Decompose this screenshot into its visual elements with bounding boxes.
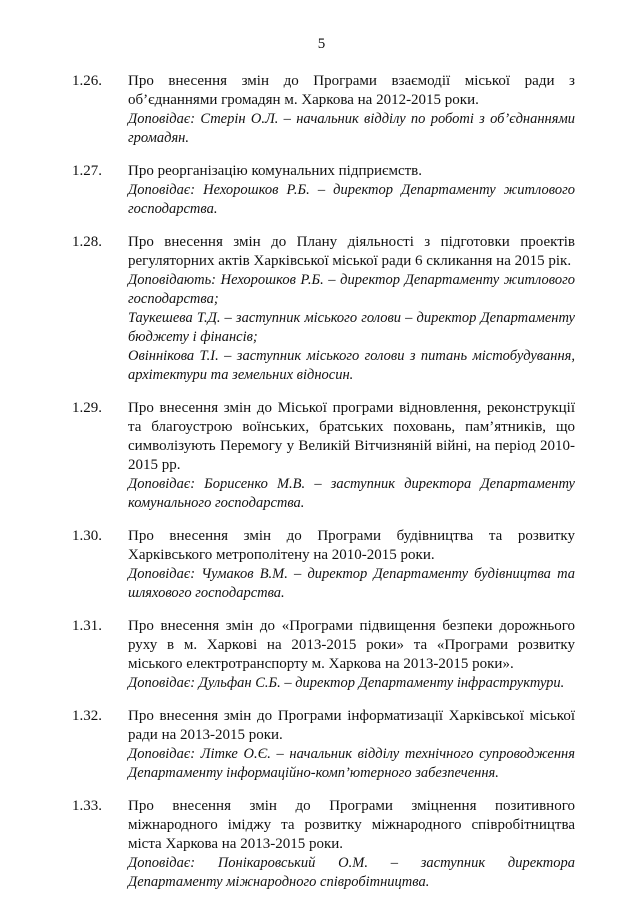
item-number: 1.32. bbox=[72, 708, 102, 724]
agenda-item bbox=[72, 72, 575, 148]
item-speaker: Таукешева Т.Д. – заступник міського голови – директор Департаменту бюджету і фінансів; bbox=[128, 310, 575, 345]
item-speaker: Доповідає: Дульфан С.Б. – директор Департаменту інфраструктури. bbox=[128, 675, 565, 691]
item-speaker: Овіннікова Т.І. – заступник міського голови з питань містобудування, архітектури та земельних відносин. bbox=[128, 348, 575, 383]
item-title: Про внесення змін до Програми будівництва та розвитку Харківського метрополітену на 2010-2015 роки. bbox=[128, 528, 575, 563]
item-speaker: Доповідає: Понікаровський О.М. – заступник директора Департаменту міжнародного співробітництва. bbox=[128, 855, 575, 890]
item-number: 1.30. bbox=[72, 528, 102, 544]
item-title: Про внесення змін до Плану діяльності з підготовки проектів регуляторних актів Харківської міської ради 6 скликання на 2015 рік. bbox=[128, 234, 575, 269]
page-number: 5 bbox=[317, 36, 326, 52]
item-title: Про внесення змін до Програми інформатизації Харківської міської ради на 2013-2015 роки. bbox=[128, 708, 575, 743]
agenda-list bbox=[72, 72, 575, 906]
agenda-item bbox=[72, 617, 575, 693]
agenda-item bbox=[72, 233, 575, 385]
item-number: 1.29. bbox=[72, 400, 102, 416]
item-title: Про внесення змін до «Програми підвищення безпеки дорожнього руху в м. Харкові на 2013-2015 роки» та «Програми розвитку міського електротранспорту м. Харкова на 2013-2015 роки». bbox=[128, 618, 575, 672]
agenda-item bbox=[72, 399, 575, 513]
item-speaker: Доповідає: Борисенко М.В. – заступник директора Департаменту комунального господарства. bbox=[128, 476, 575, 511]
item-title: Про внесення змін до Міської програми відновлення, реконструкції та благоустрою воїнських, братських поховань, пам’ятників, що символізують Перемогу у Великій Вітчизняній війні, на період 2010-2015 рр. bbox=[128, 400, 575, 473]
agenda-item bbox=[72, 707, 575, 783]
item-title: Про внесення змін до Програми зміцнення позитивного міжнародного іміджу та розвитку міжнародного співробітництва міста Харкова на 2013-2015 роки. bbox=[128, 798, 575, 852]
item-speaker: Доповідає: Літке О.Є. – начальник відділу технічного супроводження Департаменту інформаційно-комп’ютерного забезпечення. bbox=[128, 746, 575, 781]
agenda-item bbox=[72, 797, 575, 892]
item-number: 1.27. bbox=[72, 163, 102, 179]
item-speaker: Доповідає: Нехорошков Р.Б. – директор Департаменту житлового господарства. bbox=[128, 182, 575, 217]
item-number: 1.26. bbox=[72, 73, 102, 89]
item-title: Про внесення змін до Програми взаємодії міської ради з об’єднаннями громадян м. Харкова на 2012-2015 роки. bbox=[128, 73, 575, 108]
item-speaker: Доповідають: Нехорошков Р.Б. – директор Департаменту житлового господарства; bbox=[128, 272, 575, 307]
item-speaker: Доповідає: Чумаков В.М. – директор Департаменту будівництва та шляхового господарства. bbox=[128, 566, 575, 601]
item-number: 1.31. bbox=[72, 618, 102, 634]
item-number: 1.33. bbox=[72, 798, 102, 814]
item-title: Про реорганізацію комунальних підприємств. bbox=[128, 163, 423, 179]
item-number: 1.28. bbox=[72, 234, 102, 250]
agenda-item bbox=[72, 162, 575, 219]
item-speaker: Доповідає: Стерін О.Л. – начальник відділу по роботі з об’єднаннями громадян. bbox=[128, 111, 575, 146]
agenda-item bbox=[72, 527, 575, 603]
